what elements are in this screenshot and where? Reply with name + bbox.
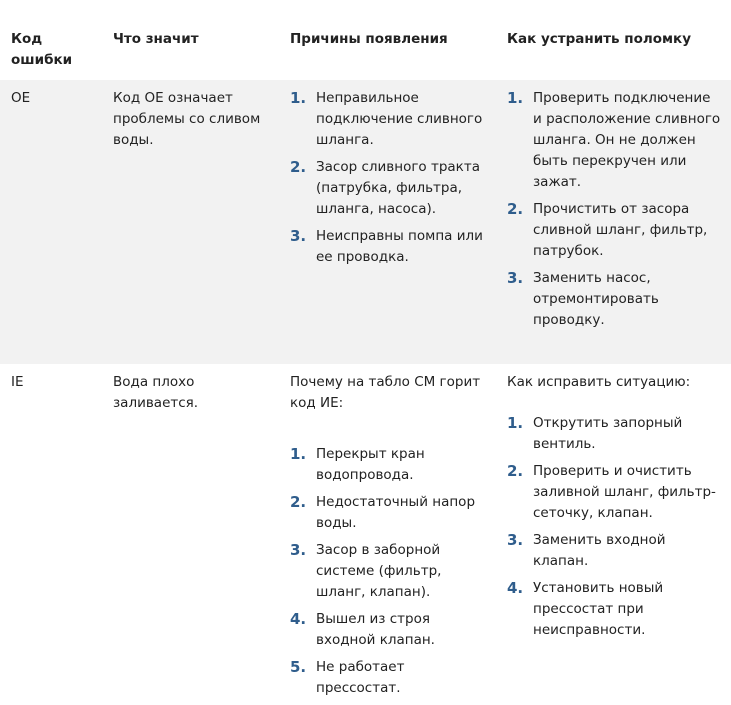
header-fixes: Как устранить поломку xyxy=(507,31,692,47)
list-number: 2. xyxy=(507,200,524,218)
list-item xyxy=(290,88,486,151)
list-number: 4. xyxy=(290,610,307,628)
list-number: 1. xyxy=(290,445,307,463)
list-item-text: Вышел из строя входной клапан. xyxy=(316,611,435,648)
list-item xyxy=(507,461,721,524)
list-number: 1. xyxy=(290,89,307,107)
table-row-ie xyxy=(0,364,731,705)
cell-fixes xyxy=(496,80,731,364)
causes-intro: Почему на табло СМ горит код ИЕ: xyxy=(290,374,481,411)
causes-list xyxy=(290,88,486,268)
fixes-intro: Как исправить ситуацию: xyxy=(507,374,691,390)
list-item-text: Засор сливного тракта (патрубка, фильтра, шланга, насоса). xyxy=(316,159,480,217)
list-number: 3. xyxy=(290,227,307,245)
list-number: 4. xyxy=(507,579,524,597)
list-item-text: Перекрыт кран водопровода. xyxy=(316,446,425,483)
header-causes: Причины появления xyxy=(290,31,448,47)
list-item xyxy=(507,268,721,331)
list-item xyxy=(507,578,721,641)
list-item xyxy=(290,226,486,268)
list-number: 2. xyxy=(290,158,307,176)
list-item-text: Установить новый прессостат при неисправности. xyxy=(533,580,664,638)
fixes-list xyxy=(507,413,721,641)
list-item-text: Проверить и очистить заливной шланг, фильтр-сеточку, клапан. xyxy=(533,463,716,521)
list-item xyxy=(507,88,721,193)
list-item xyxy=(290,444,486,486)
list-item-text: Неисправны помпа или ее проводка. xyxy=(316,228,483,265)
cell-code: OE xyxy=(11,90,31,106)
list-number: 2. xyxy=(507,462,524,480)
list-item-text: Неправильное подключение сливного шланга. xyxy=(316,90,483,148)
cell-code: IE xyxy=(11,374,24,390)
table-header-row xyxy=(0,0,731,80)
list-item-text: Проверить подключение и расположение сливного шланга. Он не должен быть перекручен или зажат. xyxy=(533,90,721,190)
list-number: 1. xyxy=(507,414,524,432)
list-number: 3. xyxy=(507,269,524,287)
list-number: 3. xyxy=(507,531,524,549)
cell-meaning: Вода плохо заливается. xyxy=(113,374,199,411)
header-error-code: Код ошибки xyxy=(11,31,73,68)
list-item xyxy=(507,199,721,262)
list-item xyxy=(290,609,486,651)
table-row-oe xyxy=(0,80,731,364)
cell-fixes xyxy=(496,364,731,705)
list-item xyxy=(290,657,486,699)
cell-causes xyxy=(279,364,496,705)
list-item xyxy=(290,540,486,603)
list-item-text: Не работает прессостат. xyxy=(316,659,405,696)
list-item-text: Прочистить от засора сливной шланг, фильтр, патрубок. xyxy=(533,201,708,259)
causes-list xyxy=(290,444,486,699)
list-item-text: Заменить входной клапан. xyxy=(533,532,666,569)
cell-causes xyxy=(279,80,496,364)
list-item xyxy=(507,413,721,455)
list-item-text: Открутить запорный вентиль. xyxy=(533,415,683,452)
list-number: 1. xyxy=(507,89,524,107)
fixes-list xyxy=(507,88,721,331)
list-item xyxy=(290,492,486,534)
list-item xyxy=(290,157,486,220)
list-item xyxy=(507,530,721,572)
list-item-text: Засор в заборной системе (фильтр, шланг, клапан). xyxy=(316,542,442,600)
list-number: 2. xyxy=(290,493,307,511)
list-number: 5. xyxy=(290,658,307,676)
list-item-text: Недостаточный напор воды. xyxy=(316,494,476,531)
cell-meaning: Код OE означает проблемы со сливом воды. xyxy=(113,90,261,148)
header-meaning: Что значит xyxy=(113,31,199,47)
list-item-text: Заменить насос, отремонтировать проводку. xyxy=(533,270,659,328)
list-number: 3. xyxy=(290,541,307,559)
